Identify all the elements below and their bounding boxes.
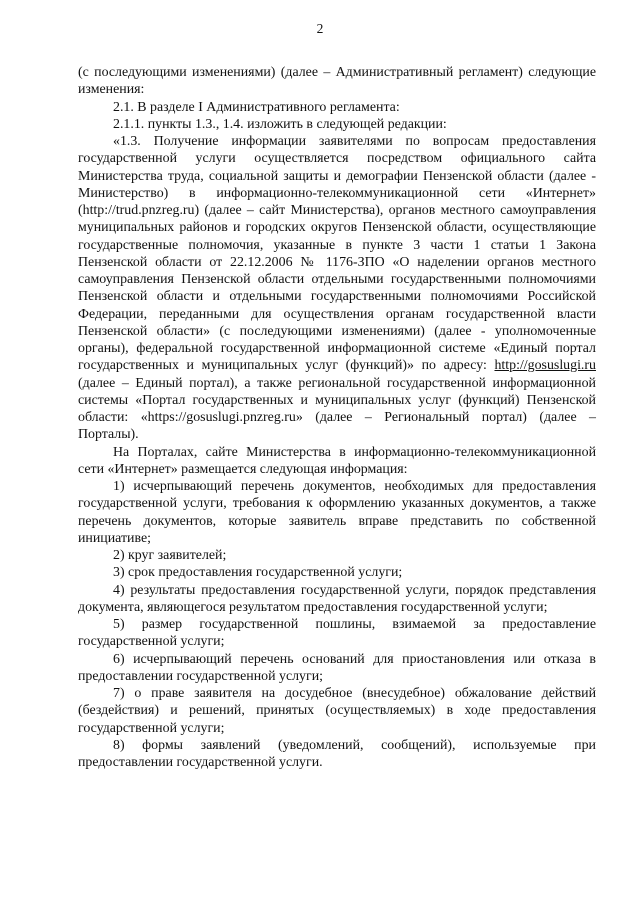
paragraph-text: (далее – Единый портал), а также региональной государственной информационной системы «Портал государственных и муниципальных услуг (функций) Пензенской области: «https://gosuslugi.pnzreg.ru» (далее – Региональный портал) (далее – Порталы). bbox=[78, 375, 596, 443]
list-item: 2) круг заявителей; bbox=[113, 548, 227, 563]
paragraph-section-1-3 bbox=[78, 133, 596, 444]
paragraph: 2.1.1. пункты 1.3., 1.4. изложить в следующей редакции: bbox=[113, 116, 447, 132]
gosuslugi-link[interactable]: http://gosuslugi.ru bbox=[494, 358, 596, 374]
paragraph-text: «1.3. Получение информации заявителями по вопросам предоставления государственной услуги осуществляется посредством официального сайта Министерства труда, социальной защиты и демографии Пензенской области (далее - Министерство) в информационно-телекоммуникационной сети «Интернет» (http://trud.pnzreg.ru) (далее – сайт Министерства), органов местного самоуправления муниципальных районов и городских округов Пензенской области, осуществляющие государственные полномочия, указанные в пункте 3 части 1 статьи 1 Закона Пензенской области от 22.12.2006 № 1176-ЗПО «О наделении органов местного самоуправления Пензенской области отдельными государственными полномочиями Пензенской области и отдельными государственными полномочиями Российской Федерации, переданными для осуществления органам государственной власти Пензенской области» (с последующими изменениями) (далее - уполномоченные органы), федеральной государственной информационной системе «Единый портал государственных и муниципальных услуг (функций)» по адресу: bbox=[78, 134, 596, 374]
paragraph: На Порталах, сайте Министерства в информационно-телекоммуникационной сети «Интернет» размещается следующая информация: bbox=[78, 444, 596, 477]
list-item: 1) исчерпывающий перечень документов, необходимых для предоставления государственной услуги, требования к оформлению указанных документов, а также перечень документов, которые заявитель вправе представить по собственной инициативе; bbox=[78, 479, 596, 546]
paragraph: (с последующими изменениями) (далее – Административный регламент) следующие изменения: bbox=[78, 65, 596, 98]
list-item: 6) исчерпывающий перечень оснований для приостановления или отказа в предоставлении государственной услуги; bbox=[78, 651, 596, 684]
list-item: 4) результаты предоставления государственной услуги, порядок представления документа, являющегося результатом предоставления государственной услуги; bbox=[78, 582, 596, 615]
document-body bbox=[78, 64, 596, 771]
list-item: 3) срок предоставления государственной услуги; bbox=[113, 565, 403, 581]
list-item: 5) размер государственной пошлины, взимаемой за предоставление государственной услуги; bbox=[78, 617, 596, 650]
list-item: 7) о праве заявителя на досудебное (внесудебное) обжалование действий (бездействия) и решений, принятых (осуществляемых) в ходе предоставления государственной услуги; bbox=[78, 686, 596, 736]
page-number: 2 bbox=[316, 21, 324, 36]
paragraph: 2.1. В разделе I Административного регламента: bbox=[113, 99, 400, 115]
list-item: 8) формы заявлений (уведомлений, сообщений), используемые при предоставлении государственной услуги. bbox=[78, 737, 596, 770]
